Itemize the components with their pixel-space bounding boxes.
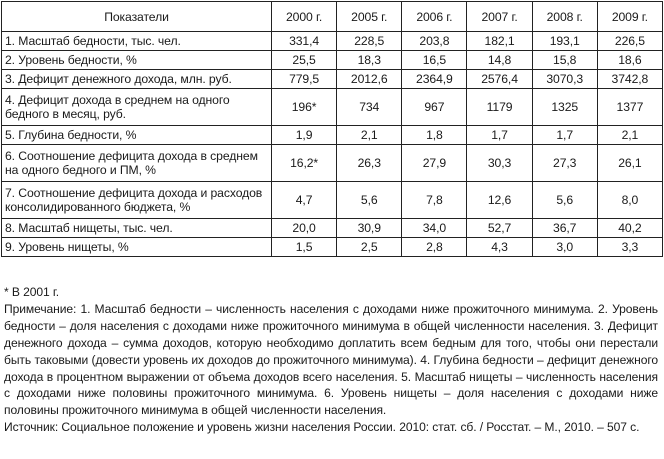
cell-value: 14,8	[467, 51, 532, 70]
table-row	[2, 238, 663, 257]
table-row	[2, 51, 663, 70]
cell-value: 967	[402, 89, 467, 126]
table-row	[2, 32, 663, 51]
cell-value: 2576,4	[467, 70, 532, 89]
row-label: 3. Дефицит денежного дохода, млн. руб.	[2, 70, 272, 89]
cell-value: 1,5	[272, 238, 337, 257]
cell-value: 30,3	[467, 145, 532, 182]
row-label: 2. Уровень бедности, %	[2, 51, 272, 70]
cell-value: 331,4	[272, 32, 337, 51]
cell-value: 3742,8	[597, 70, 662, 89]
cell-value: 30,9	[337, 219, 402, 238]
cell-value: 36,7	[532, 219, 597, 238]
table-row	[2, 145, 663, 182]
cell-value: 1,9	[272, 126, 337, 145]
cell-value: 734	[337, 89, 402, 126]
table-row	[2, 182, 663, 219]
table-header-row	[2, 2, 663, 32]
cell-value: 3,3	[597, 238, 662, 257]
cell-value: 27,3	[532, 145, 597, 182]
cell-value: 5,6	[337, 182, 402, 219]
cell-value: 4,7	[272, 182, 337, 219]
cell-value: 5,6	[532, 182, 597, 219]
header-year: 2005 г.	[337, 2, 402, 32]
row-label: 9. Уровень нищеты, %	[2, 238, 272, 257]
header-indicators: Показатели	[2, 2, 272, 32]
cell-value: 196*	[272, 89, 337, 126]
cell-value: 26,3	[337, 145, 402, 182]
row-label: 5. Глубина бедности, %	[2, 126, 272, 145]
row-label: 8. Масштаб нищеты, тыс. чел.	[2, 219, 272, 238]
footnote: * В 2001 г.	[4, 285, 59, 299]
cell-value: 4,3	[467, 238, 532, 257]
cell-value: 2,1	[337, 126, 402, 145]
header-year: 2008 г.	[532, 2, 597, 32]
table-row	[2, 89, 663, 126]
table-row	[2, 219, 663, 238]
cell-value: 182,1	[467, 32, 532, 51]
poverty-statistics-table	[1, 1, 663, 257]
table-row	[2, 126, 663, 145]
header-year: 2000 г.	[272, 2, 337, 32]
cell-value: 16,2*	[272, 145, 337, 182]
cell-value: 193,1	[532, 32, 597, 51]
cell-value: 1,8	[402, 126, 467, 145]
cell-value: 2012,6	[337, 70, 402, 89]
header-year: 2006 г.	[402, 2, 467, 32]
cell-value: 20,0	[272, 219, 337, 238]
cell-value: 3070,3	[532, 70, 597, 89]
header-year: 2007 г.	[467, 2, 532, 32]
cell-value: 203,8	[402, 32, 467, 51]
cell-value: 40,2	[597, 219, 662, 238]
cell-value: 2,5	[337, 238, 402, 257]
cell-value: 226,5	[597, 32, 662, 51]
row-label: 6. Соотношение дефицита дохода в среднем на одного бедного и ПМ, %	[2, 145, 272, 182]
cell-value: 779,5	[272, 70, 337, 89]
cell-value: 34,0	[402, 219, 467, 238]
cell-value: 26,1	[597, 145, 662, 182]
cell-value: 7,8	[402, 182, 467, 219]
cell-value: 228,5	[337, 32, 402, 51]
cell-value: 52,7	[467, 219, 532, 238]
row-label: 1. Масштаб бедности, тыс. чел.	[2, 32, 272, 51]
cell-value: 18,3	[337, 51, 402, 70]
cell-value: 2,8	[402, 238, 467, 257]
cell-value: 12,6	[467, 182, 532, 219]
cell-value: 1179	[467, 89, 532, 126]
cell-value: 1325	[532, 89, 597, 126]
cell-value: 15,8	[532, 51, 597, 70]
cell-value: 27,9	[402, 145, 467, 182]
cell-value: 2,1	[597, 126, 662, 145]
cell-value: 18,6	[597, 51, 662, 70]
cell-value: 8,0	[597, 182, 662, 219]
row-label: 7. Соотношение дефицита дохода и расходов консолидированного бюджета, %	[2, 182, 272, 219]
table-notes	[4, 284, 658, 436]
cell-value: 16,5	[402, 51, 467, 70]
cell-value: 25,5	[272, 51, 337, 70]
cell-value: 1377	[597, 89, 662, 126]
cell-value: 3,0	[532, 238, 597, 257]
cell-value: 2364,9	[402, 70, 467, 89]
source-citation: Источник: Социальное положение и уровень жизни населения России. 2010: стат. сб. / Росстат. – М., 2010. – 507 с.	[4, 420, 640, 435]
row-label: 4. Дефицит дохода в среднем на одного бедного в месяц, руб.	[2, 89, 272, 126]
table-row	[2, 70, 663, 89]
cell-value: 1,7	[532, 126, 597, 145]
header-year: 2009 г.	[597, 2, 662, 32]
cell-value: 1,7	[467, 126, 532, 145]
remark-text: Примечание: 1. Масштаб бедности – численность населения с доходами ниже прожиточного минимума. 2. Уровень бедности – доля населения с доходами ниже прожиточного минимума в общей численности населения. 3. Дефицит денежного дохода – сумма доходов, которую необходимо доплатить всем бедным для того, чтобы они перестали быть таковыми (довести уровень их доходов до прожиточного минимума). 4. Глубина бедности – дефицит денежного дохода в процентном выражении от объема доходов всего населения. 5. Масштаб нищеты – численность населения с доходами ниже половины прожиточного минимума. 6. Уровень нищеты – доля населения с доходами ниже половины прожиточного минимума в общей численности населения.	[4, 301, 658, 418]
